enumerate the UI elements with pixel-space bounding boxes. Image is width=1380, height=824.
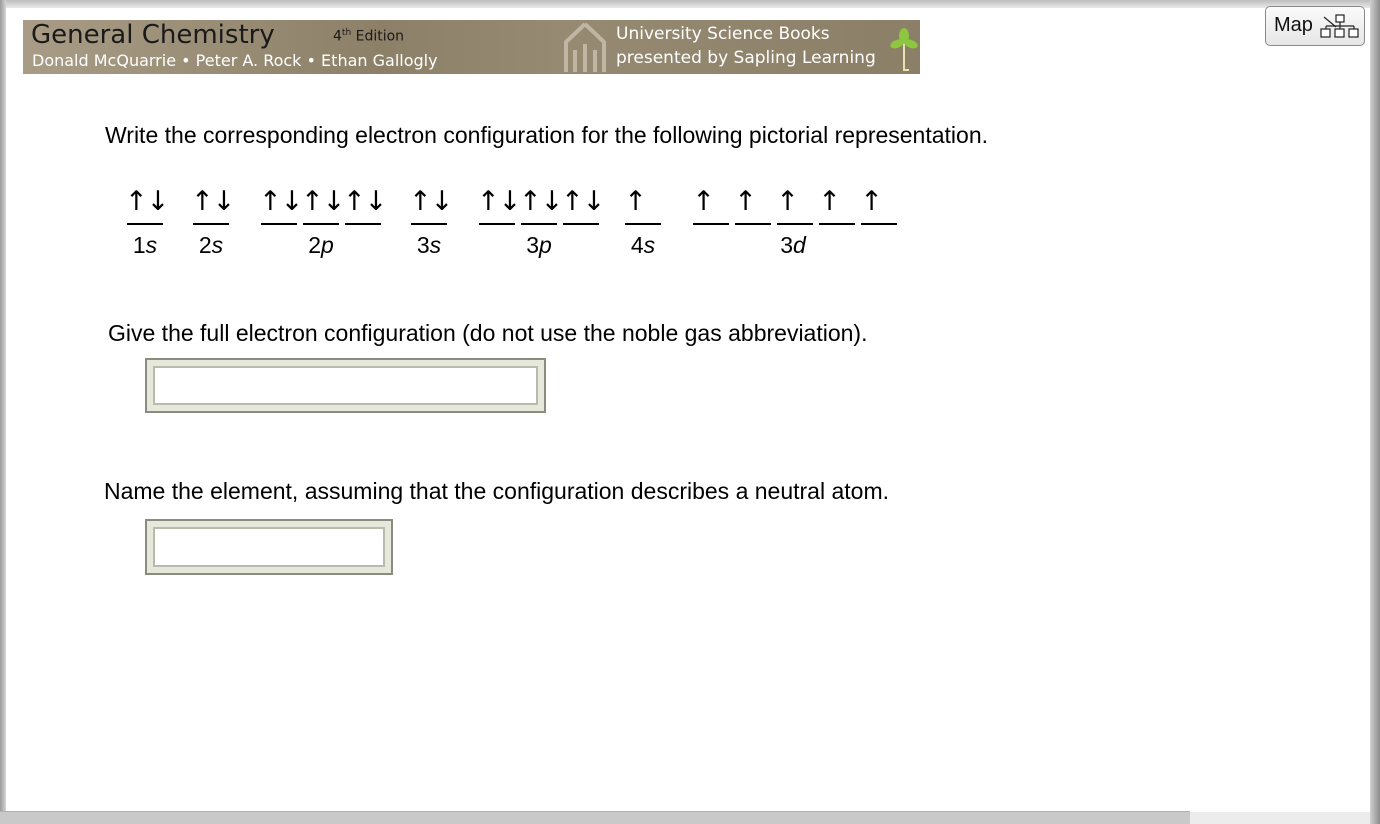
- orbital-1s-line: [127, 223, 163, 225]
- orbital-3p-1-line: [479, 223, 515, 225]
- orbital-4s-arrows: ↑: [624, 186, 646, 217]
- orbital-3p-2-arrows: ↑↓: [519, 186, 563, 217]
- orbital-1s-arrows: ↑↓: [125, 186, 169, 217]
- orbital-3p-3-line: [563, 223, 599, 225]
- orbital-3s-line: [411, 223, 447, 225]
- orbital-3d-3-line: [777, 223, 813, 225]
- vertical-scrollbar[interactable]: [1370, 0, 1380, 824]
- electron-configuration-input[interactable]: [153, 366, 538, 405]
- university-science-books-logo-icon: [560, 20, 610, 74]
- orbital-2p-3-arrows: ↑↓: [343, 186, 387, 217]
- orbital-2p-2-line: [303, 223, 339, 225]
- textbook-banner: [23, 20, 920, 74]
- orbital-3d-2-arrows: ↑: [734, 186, 756, 217]
- publisher-line-1: University Science Books: [616, 24, 830, 44]
- question-2-text: Give the full electron configuration (do not use the noble gas abbreviation).: [108, 320, 868, 346]
- orbital-2p-2-arrows: ↑↓: [301, 186, 345, 217]
- sapling-sprout-icon: [889, 26, 919, 72]
- book-authors: Donald McQuarrie • Peter A. Rock • Ethan Gallogly: [32, 51, 438, 70]
- question-1-text: Write the corresponding electron configuration for the following pictorial representation.: [105, 122, 989, 148]
- book-title: General Chemistry: [31, 20, 275, 50]
- element-name-input[interactable]: [153, 527, 385, 567]
- orbital-3d-1-line: [693, 223, 729, 225]
- orbital-4s-line: [625, 223, 661, 225]
- map-button-label: Map: [1274, 14, 1313, 36]
- orbital-2p-1-line: [261, 223, 297, 225]
- orbital-3d-2-line: [735, 223, 771, 225]
- orbital-3d-5-arrows: ↑: [860, 186, 882, 217]
- orbital-3p-1-arrows: ↑↓: [477, 186, 521, 217]
- sublevel-label-4s: 4s: [630, 232, 656, 258]
- orbital-3d-4-arrows: ↑: [818, 186, 840, 217]
- publisher-line-2: presented by Sapling Learning: [616, 48, 876, 68]
- window-top-border: [0, 0, 1380, 8]
- orbital-3p-3-arrows: ↑↓: [561, 186, 605, 217]
- orbital-3d-5-line: [861, 223, 897, 225]
- sublevel-label-1s: 1s: [132, 232, 158, 258]
- question-3-text: Name the element, assuming that the configuration describes a neutral atom.: [104, 478, 889, 504]
- sublevel-label-3s: 3s: [416, 232, 442, 258]
- map-tree-icon: [1320, 13, 1360, 39]
- horizontal-scrollbar-track[interactable]: [1190, 812, 1370, 824]
- window-left-border: [0, 0, 6, 824]
- orbital-2s-line: [193, 223, 229, 225]
- orbital-3d-4-line: [819, 223, 855, 225]
- orbital-3d-1-arrows: ↑: [692, 186, 714, 217]
- element-name-answer-box: [145, 519, 393, 575]
- orbital-diagram: [0, 186, 1380, 266]
- orbital-3d-3-arrows: ↑: [776, 186, 798, 217]
- horizontal-scrollbar-thumb[interactable]: [0, 811, 1190, 824]
- electron-configuration-answer-box: [145, 358, 546, 413]
- orbital-2p-1-arrows: ↑↓: [259, 186, 303, 217]
- sublevel-label-3d: 3d: [780, 232, 806, 258]
- orbital-2p-3-line: [345, 223, 381, 225]
- sublevel-label-2s: 2s: [198, 232, 224, 258]
- orbital-2s-arrows: ↑↓: [191, 186, 235, 217]
- sublevel-label-2p: 2p: [308, 232, 334, 258]
- map-button[interactable]: [1265, 6, 1365, 46]
- orbital-3p-2-line: [521, 223, 557, 225]
- book-edition: 4th Edition: [333, 28, 405, 45]
- sublevel-label-3p: 3p: [526, 232, 552, 258]
- orbital-3s-arrows: ↑↓: [409, 186, 453, 217]
